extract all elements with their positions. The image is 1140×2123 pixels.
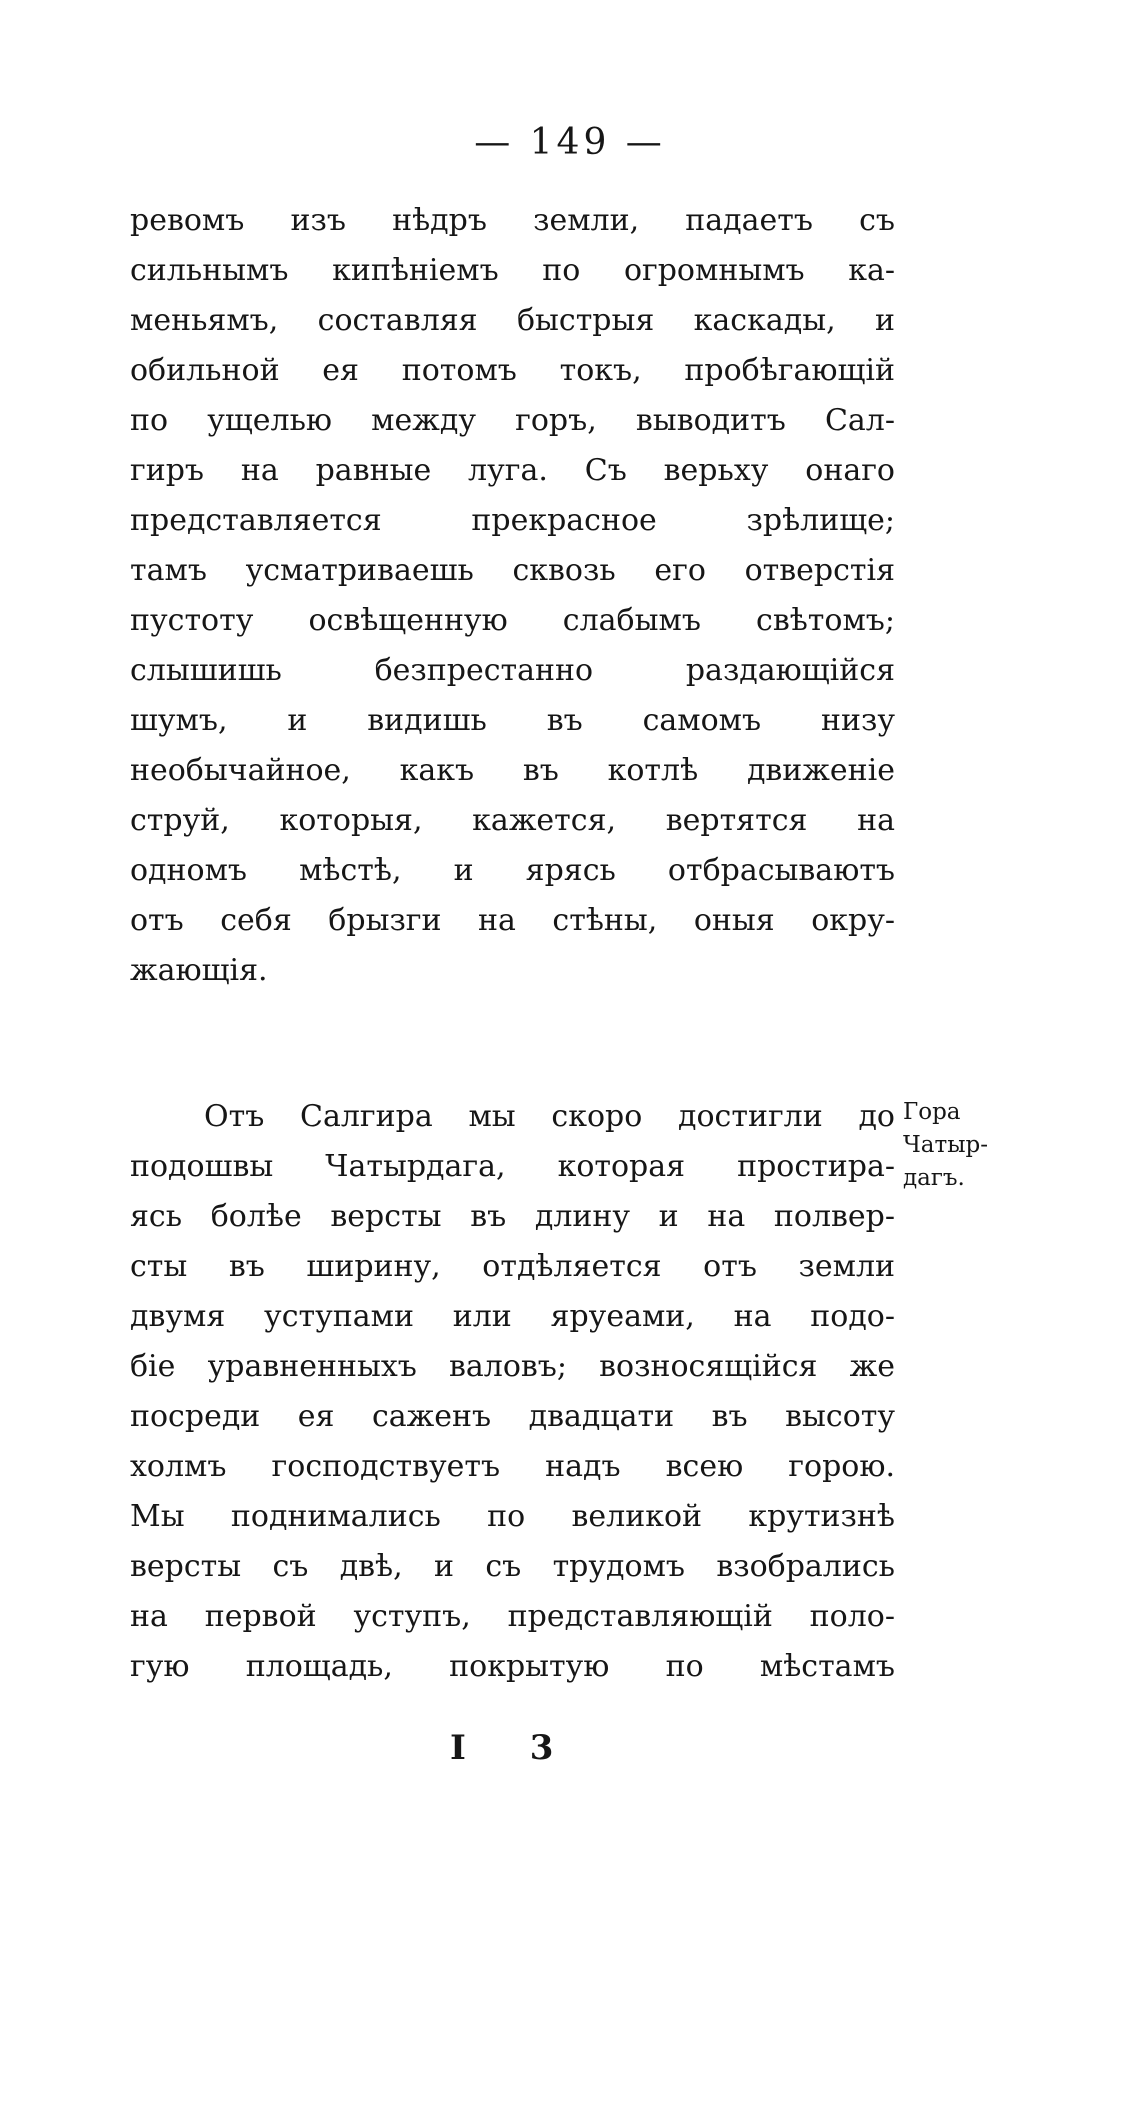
text-line: гую площадь, покрытую по мѣстамъ — [130, 1649, 895, 1684]
text-line: версты съ двѣ, и съ трудомъ взобрались — [130, 1549, 895, 1584]
text-line: шумъ, и видишь въ самомъ низу — [130, 703, 895, 738]
marginal-note — [903, 1096, 988, 1195]
text-line: на первой уступъ, представляющій поло- — [130, 1599, 895, 1634]
text-line: отъ себя брызги на стѣны, оныя окру- — [130, 903, 895, 938]
text-line: Отъ Салгира мы скоро достигли до — [204, 1099, 895, 1134]
text-line: посреди ея саженъ двадцати въ высоту — [130, 1399, 895, 1434]
text-line: меньямъ, составляя быстрыя каскады, и — [130, 303, 895, 338]
text-line: слышишь безпрестанно раздающійся — [130, 653, 895, 688]
marginal-note-line: Чатыр- — [903, 1132, 989, 1158]
text-line: жающія. — [130, 953, 268, 988]
text-line: біе уравненныхъ валовъ; возносящійся же — [130, 1349, 895, 1384]
marginal-note-line: Гора — [903, 1099, 961, 1125]
text-line: двумя уступами или яруеами, на подо- — [130, 1299, 895, 1334]
paragraph-1 — [130, 196, 895, 996]
text-line: ясь болѣе версты въ длину и на полвер- — [130, 1199, 895, 1234]
text-line: одномъ мѣстѣ, и ярясь отбрасываютъ — [130, 853, 895, 888]
text-line: представляется прекрасное зрѣлище; — [130, 503, 895, 538]
marginal-note-line: дагъ. — [903, 1165, 965, 1191]
text-line: Мы поднимались по великой крутизнѣ — [130, 1499, 895, 1534]
text-line: холмъ господствуетъ надъ всею горою. — [130, 1449, 895, 1484]
paragraph-2 — [130, 1092, 895, 1692]
text-line: по ущелью между горъ, выводитъ Сал- — [130, 403, 895, 438]
text-line: гиръ на равные луга. Съ верьху онаго — [130, 453, 895, 488]
signature-mark: I 3 — [450, 1728, 580, 1768]
text-line: ревомъ изъ нѣдръ земли, падаетъ съ — [130, 203, 895, 238]
text-line: обильной ея потомъ токъ, пробѣгающій — [130, 353, 895, 388]
text-line: подошвы Чатырдага, которая простира- — [130, 1149, 895, 1184]
text-line: пустоту освѣщенную слабымъ свѣтомъ; — [130, 603, 895, 638]
text-line: тамъ усматриваешь сквозь его отверстія — [130, 553, 895, 588]
text-line: необычайное, какъ въ котлѣ движеніе — [130, 753, 895, 788]
text-line: сты въ ширину, отдѣляется отъ земли — [130, 1249, 895, 1284]
text-line: сильнымъ кипѣніемъ по огромнымъ ка- — [130, 253, 895, 288]
text-line: струй, которыя, кажется, вертятся на — [130, 803, 895, 838]
page-number: — 149 — — [474, 122, 666, 163]
